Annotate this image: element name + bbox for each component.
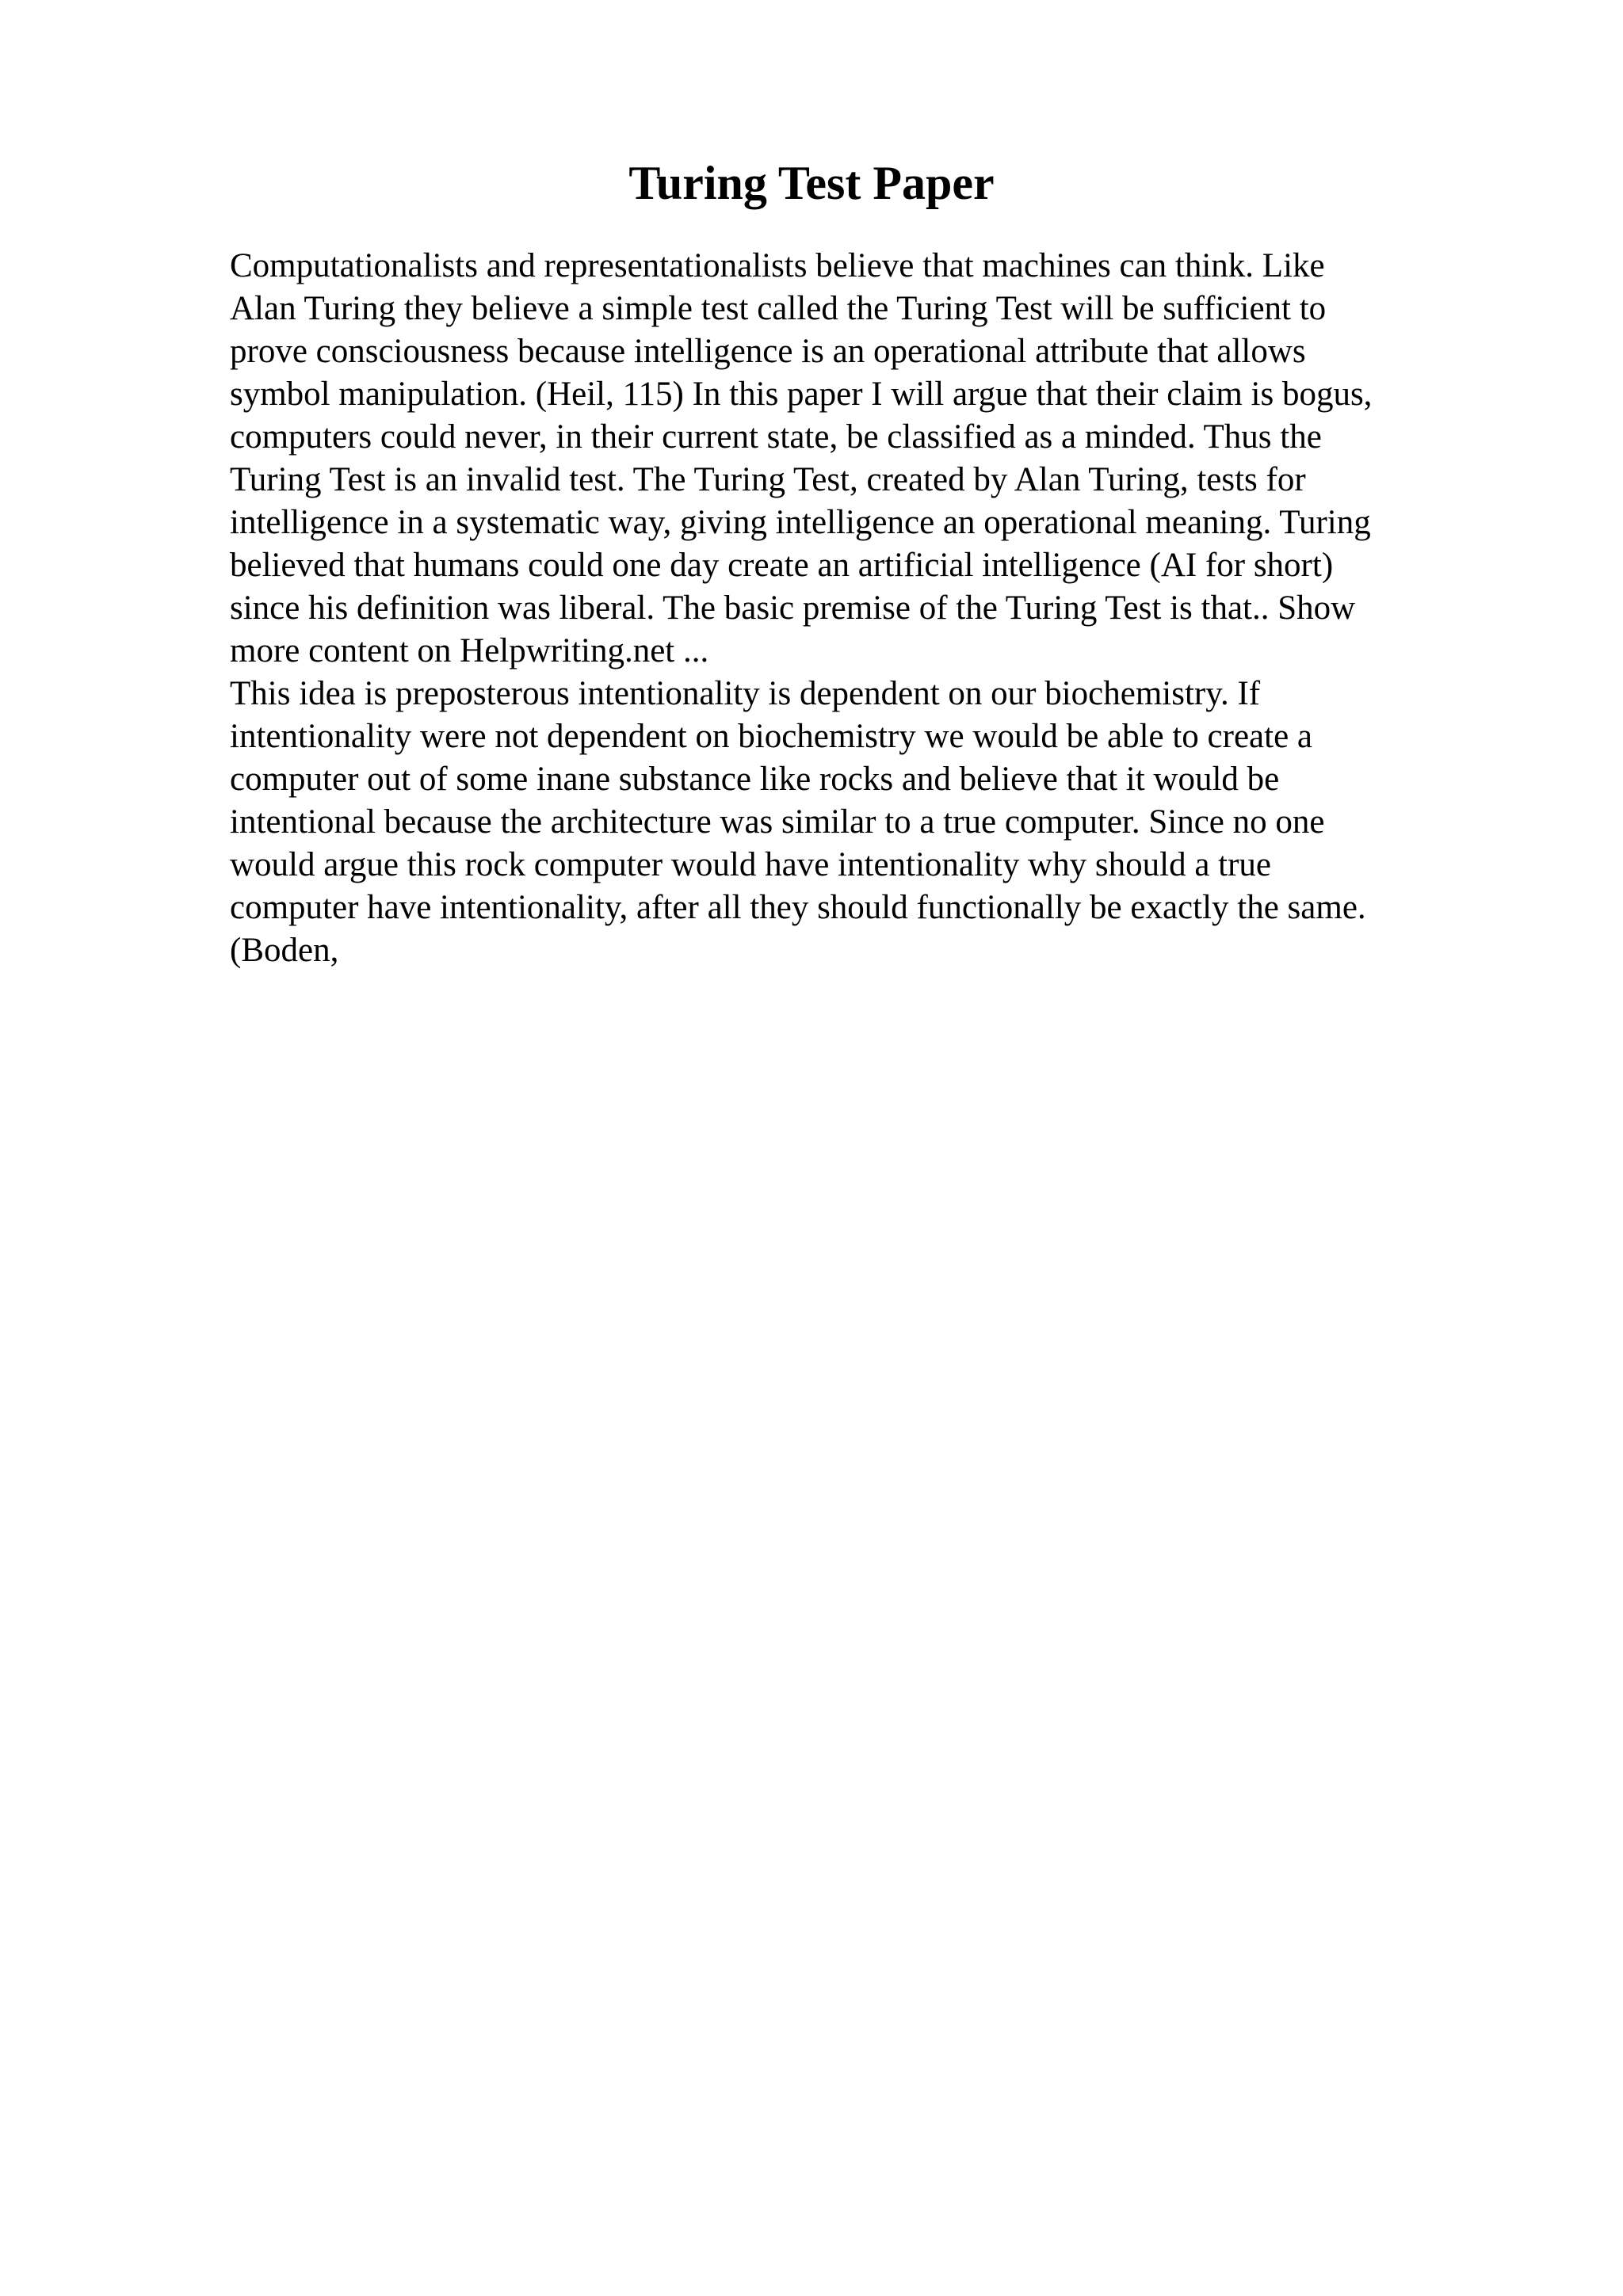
text-line: Turing Test is an invalid test. The Turing Test, created by Alan Turing, tests for — [230, 461, 1306, 498]
text-line: computer out of some inane substance like rocks and believe that it would be — [230, 761, 1280, 798]
text-line: Alan Turing they believe a simple test called the Turing Test will be sufficient to — [230, 290, 1327, 327]
text-line: Computationalists and representationalists believe that machines can think. Like — [230, 247, 1325, 284]
body-text — [230, 245, 1482, 972]
text-line: prove consciousness because intelligence is an operational attribute that allows — [230, 333, 1306, 370]
text-line: intentional because the architecture was similar to a true computer. Since no one — [230, 803, 1325, 841]
text-line: more content on Helpwriting.net ... — [230, 632, 709, 669]
text-line: (Boden, — [230, 932, 339, 969]
text-line: believed that humans could one day create an artificial intelligence (AI for short) — [230, 547, 1334, 584]
text-line: This idea is preposterous intentionality is dependent on our biochemistry. If — [230, 675, 1261, 712]
page-title: Turing Test Paper — [628, 157, 995, 209]
text-line: computers could never, in their current state, be classified as a minded. Thus the — [230, 418, 1322, 456]
text-line: intelligence in a systematic way, giving intelligence an operational meaning. Turing — [230, 504, 1371, 541]
text-line: would argue this rock computer would have intentionality why should a true — [230, 846, 1272, 883]
text-line: intentionality were not dependent on biochemistry we would be able to create a — [230, 718, 1312, 755]
text-line: symbol manipulation. (Heil, 115) In this paper I will argue that their claim is bogus, — [230, 376, 1373, 413]
text-line: since his definition was liberal. The basic premise of the Turing Test is that.. Show — [230, 589, 1356, 627]
text-line: computer have intentionality, after all they should functionally be exactly the same. — [230, 889, 1366, 926]
